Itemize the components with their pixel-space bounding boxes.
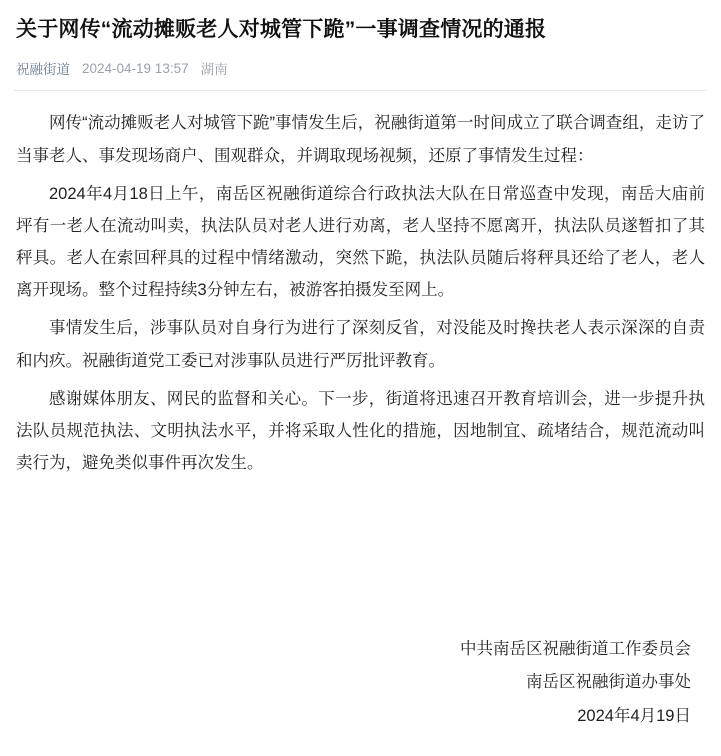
article-paragraph: 感谢媒体朋友、网民的监督和关心。下一步，街道将迅速召开教育培训会，进一步提升执法队员规范执法、文明执法水平，并将采取人性化的措施，因地制宜、疏堵结合，规范流动叫卖行为，避免类似事件再次发生。: [16, 389, 705, 473]
page-title: 关于网传“流动摊贩老人对城管下跪”一事调查情况的通报: [16, 18, 547, 41]
meta-location: 湖南: [200, 62, 228, 78]
meta-timestamp: 2024-04-19 13:57: [82, 60, 189, 76]
article-signature: [460, 633, 691, 734]
article-body: [14, 107, 707, 479]
signature-organization: 中共南岳区祝融街道工作委员会: [460, 639, 691, 658]
signature-office: 南岳区祝融街道办事处: [526, 673, 691, 692]
article-paragraph: 事情发生后，涉事队员对自身行为进行了深刻反省，对没能及时搀扶老人表示深深的自责和内疚。祝融街道党工委已对涉事队员进行严厉批评教育。: [16, 319, 705, 370]
article-paragraph: 2024年4月18日上午，南岳区祝融街道综合行政执法大队在日常巡查中发现，南岳大庙前坪有一老人在流动叫卖，执法队员对老人进行劝离，老人坚持不愿离开，执法队员遂暂扣了其秤具。老人在索回秤具的过程中情绪激动，突然下跪，执法队员随后将秤具还给了老人，老人离开现场。整个过程持续3分钟左右，被游客拍摄发至网上。: [16, 184, 705, 300]
article-page: [0, 16, 721, 756]
signature-date: 2024年4月19日: [577, 707, 691, 726]
meta-source[interactable]: 祝融街道: [16, 62, 70, 78]
article-paragraph: 网传“流动摊贩老人对城管下跪”事情发生后，祝融街道第一时间成立了联合调查组，走访了当事老人、事发现场商户、围观群众，并调取现场视频，还原了事情发生过程：: [16, 114, 705, 165]
header-divider: [14, 90, 707, 91]
article-meta: [14, 58, 707, 78]
